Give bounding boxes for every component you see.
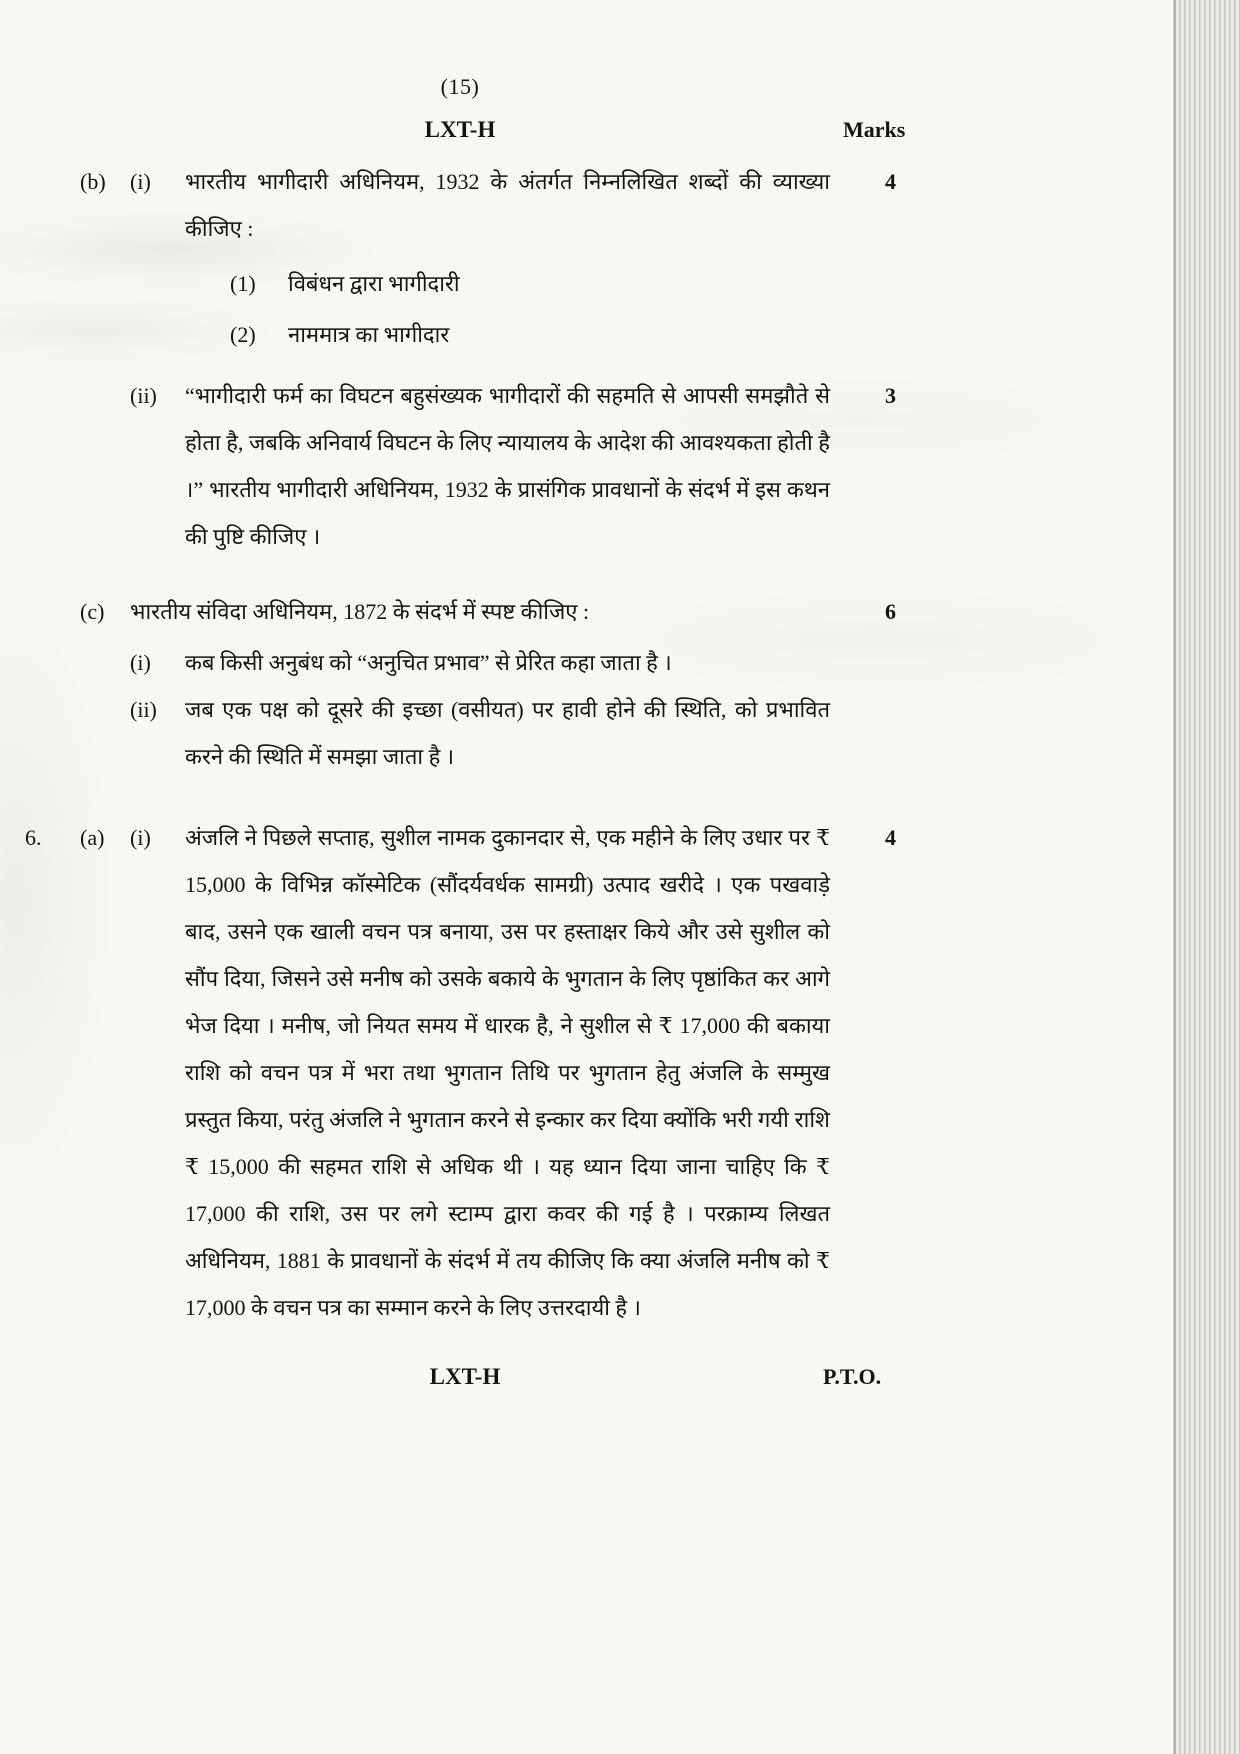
question-c-i-text: कब किसी अनुबंध को “अनुचित प्रभाव” से प्रेरित कहा जाता है । [185, 650, 672, 675]
question-c-intro: भारतीय संविदा अधिनियम, 1872 के संदर्भ में स्पष्ट कीजिए : [130, 599, 590, 624]
question-b-label: (b) [80, 169, 106, 194]
sub-item-2-label: (2) [230, 322, 256, 347]
sub-item-1-label: (1) [230, 271, 256, 296]
question-6-a-label: (a) [80, 825, 105, 850]
page-body [25, 158, 930, 1400]
paper-code-footer: LXT-H [429, 1364, 501, 1389]
question-6-a-i-row [25, 814, 930, 1331]
question-b-i-sub1 [185, 260, 875, 307]
question-b-ii-text: “भागीदारी फर्म का विघटन बहुसंख्यक भागीदारों की सहमति से आपसी समझौते से होता है, जबकि अनिवार्य विघटन के लिए न्यायालय के आदेश की आवश्यकता होती है ।” भारतीय भागीदारी अधिनियम, 1932 के प्रासंगिक प्रावधानों के संदर्भ में इस कथन की पुष्टि कीजिए । [185, 383, 830, 549]
question-c-i-label: (i) [130, 650, 151, 675]
question-b-i-sub1-row [25, 260, 930, 307]
question-b-i-marks: 4 [885, 169, 896, 194]
marks-column-header: Marks [843, 117, 906, 142]
question-b-ii-label: (ii) [130, 383, 157, 408]
question-c-ii-label: (ii) [130, 697, 157, 722]
question-c-row [25, 588, 930, 635]
sub-item-1-text: विबंधन द्वारा भागीदारी [288, 271, 460, 296]
question-6-a-i-label: (i) [130, 825, 151, 850]
question-6-number: 6. [25, 825, 42, 850]
page-footer [25, 1353, 930, 1400]
question-b-i-row [25, 158, 930, 252]
question-c-label: (c) [80, 599, 105, 624]
question-c-ii-row [25, 686, 930, 780]
page-number: (15) [440, 74, 480, 99]
question-c-marks: 6 [885, 599, 896, 624]
page-edge-binding [1173, 0, 1240, 1754]
sub-item-2-text: नाममात्र का भागीदार [288, 322, 450, 347]
question-b-i-sub2 [185, 311, 875, 358]
question-c-ii-text: जब एक पक्ष को दूसरे की इच्छा (वसीयत) पर हावी होने की स्थिति, को प्रभावित करने की स्थिति में समझा जाता है । [185, 697, 830, 769]
question-c-i-row [25, 639, 930, 686]
question-b-i-label: (i) [130, 169, 151, 194]
paper-code-header: LXT-H [424, 117, 496, 142]
pto-label: P.T.O. [823, 1364, 882, 1389]
question-b-ii-marks: 3 [885, 383, 896, 408]
question-b-i-sub2-row [25, 311, 930, 358]
question-6-a-i-text: अंजलि ने पिछले सप्ताह, सुशील नामक दुकानदार से, एक महीने के लिए उधार पर ₹ 15,000 के विभिन्न कॉस्मेटिक (सौंदर्यवर्धक सामग्री) उत्पाद खरीदे । एक पखवाड़े बाद, उसने एक खाली वचन पत्र बनाया, उस पर हस्ताक्षर किये और उसे सुशील को सौंप दिया, जिसने उसे मनीष को उसके बकाये के भुगतान के लिए पृष्ठांकित कर आगे भेज दिया । मनीष, जो नियत समय में धारक है, ने सुशील से ₹ 17,000 की बकाया राशि को वचन पत्र में भरा तथा भुगतान तिथि पर भुगतान हेतु अंजलि के सम्मुख प्रस्तुत किया, परंतु अंजलि ने भुगतान करने से इन्कार कर दिया क्योंकि भरी गयी राशि ₹ 15,000 की सहमत राशि से अधिक थी । यह ध्यान दिया जाना चाहिए कि ₹ 17,000 की राशि, उस पर लगे स्टाम्प द्वारा कवर की गई है । परक्राम्य लिखत अधिनियम, 1881 के प्रावधानों के संदर्भ में तय कीजिए कि क्या अंजलि मनीष को ₹ 17,000 के वचन पत्र का सम्मान करने के लिए उत्तरदायी है । [185, 825, 830, 1320]
question-6-a-i-marks: 4 [885, 825, 896, 850]
question-b-ii-row [25, 372, 930, 560]
question-b-i-text: भारतीय भागीदारी अधिनियम, 1932 के अंतर्गत निम्नलिखित शब्दों की व्याख्या कीजिए : [185, 169, 830, 241]
